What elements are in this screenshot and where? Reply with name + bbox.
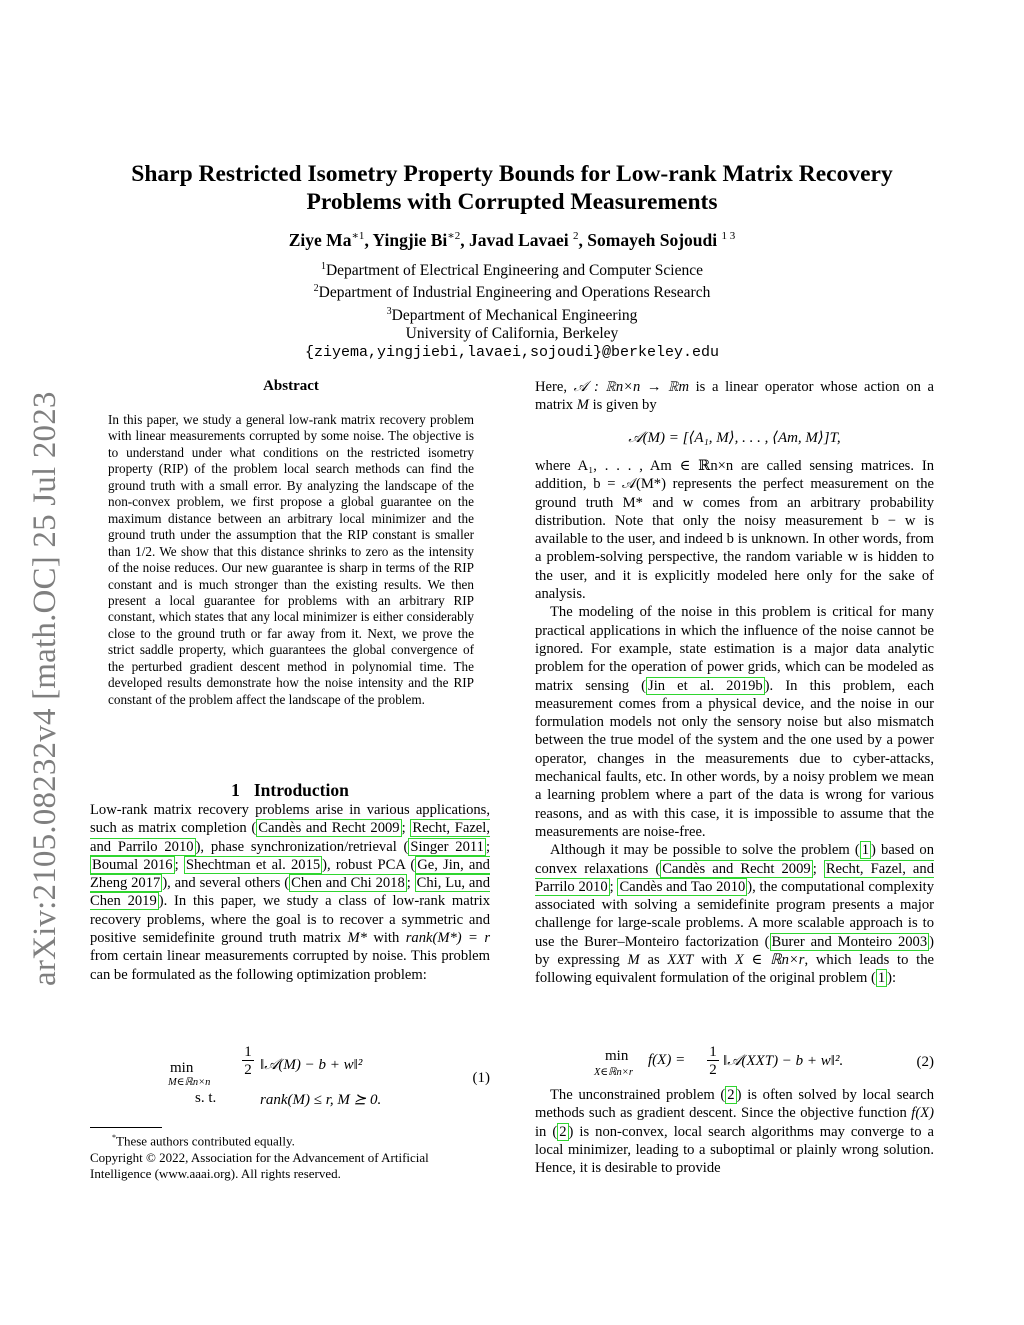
text-run: ; (174, 856, 184, 873)
text-run: ): (887, 970, 897, 987)
equation-ref-link[interactable]: 1 (877, 970, 886, 987)
affiliation-number: 1 (320, 261, 326, 272)
eq-min-subscript: X∈ℝn×r (594, 1067, 633, 1078)
right-column-body (535, 457, 934, 988)
author-mark: ∗2 (447, 230, 461, 242)
author-list: Ziye $Ma^{∗1}$, Yingjie $Bi^{∗2}$, Javad Lavaei $^2$, Somayeh Sojoudi $^{1 3}$ (288, 229, 736, 250)
affiliation-text: Department of Industrial Engineering and Operations Research (318, 284, 711, 302)
author-name: Ziye Ma (288, 229, 352, 250)
math-inline: 𝒜 : ℝn×n → ℝm (573, 379, 690, 395)
footnote-block (90, 1130, 490, 1182)
eq-fraction (707, 1044, 719, 1079)
arxiv-identifier: arXiv:2105.08232v4 [math.OC] 25 Jul 2023 (27, 391, 63, 986)
eq-fraction (242, 1044, 254, 1079)
eq-objective: ‖𝒜(M) − b + w‖² (260, 1057, 363, 1073)
math-inline: X ∈ ℝn×r (734, 952, 805, 969)
text-run: in ( (535, 1123, 558, 1140)
text-run: ), and several others ( (162, 875, 290, 892)
citation-link[interactable]: Candès and Recht 2009 (258, 820, 400, 837)
section-heading (90, 780, 490, 801)
text-run: ), the computational complexity associated with solving a semidefinite program presents a major challenge for large-scale problems. A more scalable approach is to use the Burer–Monteiro factorization ( (535, 878, 934, 950)
copyright-notice: Copyright © 2022, Association for the Advancement of Artificial Intelligence (www.aaai.org). All rights reserved. (90, 1149, 429, 1181)
citation-link[interactable]: Candès and Recht 2009 (662, 860, 811, 877)
text-run: ). In this problem, each measurement comes from a physical device, and the noise in our formulation models not only the sensory noise but also mismatch between the true model of the system and the one used by a power operator, changes in the measurements due to cyber-attacks, mechanical faults, etc. In other words, by a noisy problem we mean a learning problem where a part of the data is wrong for various reasons, and as with this case, it is impossible to assume that the measurements are noise-free. (535, 677, 934, 840)
citation-link[interactable]: Shechtman et al. 2015 (185, 856, 321, 873)
eq-numerator: 1 (707, 1044, 719, 1061)
affiliation-number: 2 (313, 283, 319, 295)
paragraph (535, 1086, 934, 1177)
eq-rhs: ‖𝒜(XXT) − b + w‖². (723, 1053, 844, 1069)
author-mark: 1 3 (721, 230, 736, 242)
equation-ref-link[interactable]: 1 (861, 842, 870, 859)
text-run: is a linear operator whose action on a matrix (535, 379, 934, 414)
text-run: ; (609, 878, 618, 895)
email-line: {ziyema,yingjiebi,lavaei,sojoudi}@berkeley.edu (304, 343, 720, 361)
paragraph: where A₁, . . . , Am ∈ ℝn×n are called sensing matrices. In addition, b = 𝒜(M*) represents the perfect measurement on the ground truth M* and w comes from an arbitrary probability distribution. Note that only the noisy measurement b − w is available to the user, and indeed b is unknown. In other words, from a problem-solving perspective, the random variable w is hidden to the user, and it is explicitly modeled here only for the sake of analysis. (535, 458, 934, 603)
citation-link[interactable]: Burer and Monteiro 2003 (771, 933, 928, 950)
equation-2 (535, 1044, 934, 1082)
text-run: as (639, 952, 668, 969)
text-run: with (366, 930, 406, 947)
text-run: , which leads to the following equivalent formulation of the original problem ( (535, 952, 934, 987)
citation-link[interactable]: Recht, Fazel, and Parrilo 2010 (535, 860, 934, 895)
author-mark: 2 (573, 230, 579, 242)
footnote-equal-contribution: These authors contributed equally. (116, 1133, 295, 1149)
eq-label: (2) (916, 1054, 934, 1070)
paper-title (100, 160, 924, 216)
affiliation-text: Department of Electrical Engineering and Computer Science (325, 262, 704, 280)
math-inline: M (576, 397, 589, 414)
author-name: Somayeh Sojoudi (587, 229, 718, 250)
citation-link[interactable]: Boumal 2016 (92, 856, 173, 873)
text-run: ) by expressing (535, 933, 935, 969)
right-column-tail (535, 1086, 934, 1177)
affiliation-text: University of California, Berkeley (405, 325, 619, 343)
author-mark: ∗1 (351, 230, 365, 242)
author-name: Javad Lavaei (468, 229, 569, 250)
eq-constraints: rank(M) ≤ r, M ⪰ 0. (260, 1092, 382, 1108)
text-run: The unconstrained problem ( (550, 1087, 726, 1103)
equation-operator: 𝒜(M) = [⟨A₁, M⟩, . . . , ⟨Am, M⟩]T, (628, 430, 841, 446)
citation-link[interactable]: Jin et al. 2019b (648, 677, 763, 694)
equation-1 (90, 1040, 490, 1115)
abstract-heading: Abstract (263, 378, 319, 394)
section-number: 1 (231, 780, 240, 800)
text-run: Here, (535, 379, 574, 395)
operator-definition (535, 378, 934, 415)
text-run: ; (485, 838, 491, 855)
eq-denominator: 2 (709, 1062, 717, 1078)
math-inline: f(X) (911, 1105, 934, 1122)
text-run: The modeling of the noise in this problem is critical for many practical applications in which the influence of the noise cannot be ignored. For example, state estimation is a major data analytic problem for the operation of power grids, which can be modeled as matrix sensing ( (535, 604, 934, 694)
affiliations (100, 258, 924, 362)
text-run: Although it may be possible to solve the problem ( (550, 842, 860, 859)
text-run: ), robust PCA ( (322, 856, 416, 873)
eq-numerator: 1 (242, 1044, 254, 1061)
footnote-mark: * (112, 1133, 116, 1142)
eq-min-operator: min (605, 1048, 629, 1064)
affiliation-line (100, 280, 924, 302)
eq-min-subscript: M∈ℝn×n (168, 1077, 211, 1088)
citation-link[interactable]: Candès and Tao 2010 (619, 878, 746, 895)
affiliation-number: 3 (386, 305, 392, 317)
eq-min-operator: min (170, 1060, 194, 1076)
footnote-divider (90, 1127, 162, 1128)
eq-lhs: f(X) = (648, 1052, 686, 1068)
math-inline: XXT (667, 952, 694, 969)
affiliation-line (100, 303, 924, 325)
text-run: with (693, 952, 735, 969)
citation-link[interactable]: Ge, Jin, and Zheng 2017 (90, 856, 490, 892)
affiliation-line (100, 258, 924, 280)
math-inline: M* (347, 930, 367, 947)
text-run: ) is non-convex, local search algorithms may converge to a local minimizer, leading to a suboptimal or plainly wrong solution. Hence, it is desirable to provide (535, 1123, 934, 1177)
text-run: ) is often solved by local search methods such as gradient descent. Since the objective function (535, 1087, 934, 1122)
text-run: from certain linear measurements corrupted by noise. This problem can be formulated as the following optimization problem: (90, 948, 490, 983)
author-name: Yingjie Bi (372, 229, 448, 250)
citation-link[interactable]: Chi, Lu, and Chen 2019 (90, 875, 490, 910)
section-title: Introduction (253, 780, 349, 800)
text-run: is given by (588, 397, 657, 414)
eq-subject-to: s. t. (195, 1090, 217, 1106)
text-run: ; (406, 875, 415, 892)
citation-link[interactable]: Chen and Chi 2018 (291, 875, 405, 892)
intro-paragraph (90, 801, 490, 984)
affiliation-text: Department of Mechanical Engineering (391, 307, 638, 325)
affiliation-line (100, 325, 924, 343)
eq-label: (1) (472, 1070, 490, 1086)
text-run: ). In this paper, we study a class of low-rank matrix recovery problems, where the goal is to recover a symmetric and positive semidefinite ground truth matrix (90, 893, 490, 947)
text-run: ) based on convex relaxations ( (535, 842, 934, 877)
math-inline: rank(M*) = r (405, 930, 491, 947)
text-run: ; (812, 860, 824, 877)
citation-link[interactable]: Singer 2011 (410, 838, 484, 855)
title-line-2: Problems with Corrupted Measurements (306, 189, 718, 215)
eq-denominator: 2 (244, 1062, 252, 1078)
citation-link[interactable]: Recht, Fazel, and Parrilo 2010 (90, 820, 490, 855)
abstract-text: In this paper, we study a general low-rank matrix recovery problem with linear measurements corrupted by some noise. The objective is to understand under what conditions on the restricted isometry property (RIP) of the problem local search methods can find the ground truth with a small error. By analyzing the landscape of the non-convex problem, we first propose a global guarantee on the maximum distance between an arbitrary local minimizer and the ground truth under the assumption that the RIP constant is smaller than 1/2. We show that this distance shrinks to zero as the intensity of the noise reduces. Our new guarantee is sharp in terms of the RIP constant and is much stronger than the existing results. We then present a local guarantee for problems with an arbitrary RIP constant, which states that any local minimizer is either considerably close to the ground truth or far away from it. Next, we prove the strict saddle property, which guarantees the global convergence of the perturbed gradient descent method in polynomial time. The developed results demonstrate how the noise intensity and the RIP constant of the problem affect the landscape of the problem. (108, 412, 474, 707)
text-run: Low-rank matrix recovery problems arise in various applications, such as matrix completion ( (90, 802, 490, 837)
equation-ref-link[interactable]: 2 (727, 1087, 735, 1103)
text-run: ), phase synchronization/retrieval ( (195, 838, 409, 855)
equation-ref-link[interactable]: 2 (559, 1123, 567, 1140)
math-inline: M (627, 952, 640, 969)
text-run: ; (401, 820, 411, 837)
title-line-1: Sharp Restricted Isometry Property Bounds for Low-rank Matrix Recovery (131, 161, 893, 187)
paragraph (535, 841, 934, 987)
paragraph (535, 603, 934, 841)
